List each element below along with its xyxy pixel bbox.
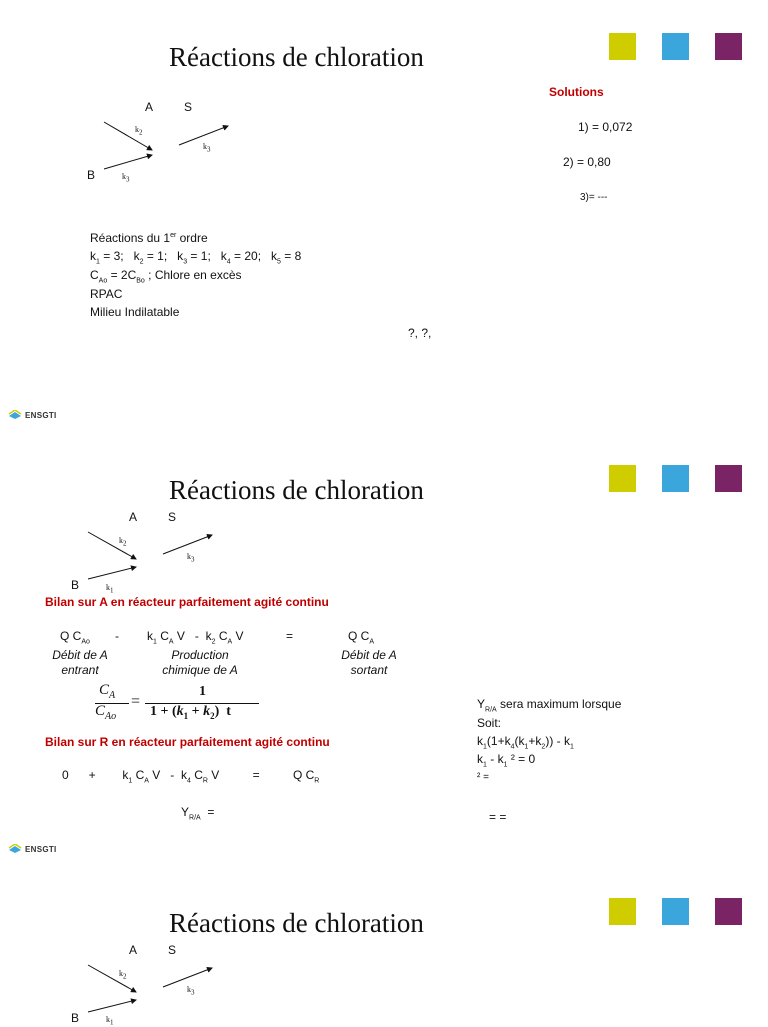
right-line-5: ² = (477, 772, 489, 783)
condition-concentration: $C_{Ao} = 2C_{Bo}$ ; Chlore en excès (90, 268, 242, 285)
right-line-4: $k_1 - k_1$ ² = 0 (477, 752, 536, 769)
slide-title: Réactions de chloration (169, 475, 424, 505)
eq-r: 0 + $k_1$ $C_A$ V - $k_4$ $C_R$ V = Q $C_R$ (62, 768, 320, 785)
caption-entrant: Débit de A entrant (52, 648, 108, 677)
bilan-r-heading: Bilan sur R en réacteur parfaitement agité continu (45, 735, 330, 749)
species-b: B (71, 578, 80, 592)
species-s: S (168, 943, 177, 957)
right-line-1: $Y_{R/A}$ sera maximum lorsque (477, 697, 622, 714)
rate-constant-k1: $k_3$ (122, 172, 130, 184)
fraction-equation: $C_A$ $C_{Ao}$ = 1 $1 + (k_1 + k_2)$ t (95, 682, 265, 726)
bilan-a-heading: Bilan sur A en réacteur parfaitement agité continu (45, 595, 329, 609)
rate-constant-k3: $k_3$ (203, 142, 211, 154)
species-b: B (71, 1011, 80, 1025)
eq-a-term2: $k_1$ $C_A$ V - $k_2$ $C_A$ V (147, 629, 244, 646)
species-a: A (145, 100, 154, 114)
species-s: S (184, 100, 193, 114)
reaction-arrows (0, 864, 768, 1024)
condition-constants: $k_1 = 3$; $k_2 = 1$; $k_3 = 1$; $k_4 = 20$; $k_5 = 8$ (90, 249, 302, 266)
rate-constant-k2: $k_2$ (119, 969, 127, 981)
species-s: S (168, 510, 177, 524)
species-a: A (129, 510, 138, 524)
solution-3: 3)= --- (580, 192, 608, 203)
slide-1 (0, 0, 768, 432)
rate-constant-k3: $k_3$ (187, 552, 195, 564)
caption-production: Production chimique de A (162, 648, 238, 677)
ensgti-logo: ENSGTI (8, 410, 57, 420)
condition-medium: Milieu Indilatable (90, 305, 180, 319)
reaction-arrows (0, 0, 768, 432)
species-a: A (129, 943, 138, 957)
rate-constant-k2: $k_2$ (119, 536, 127, 548)
rate-constant-k3: $k_3$ (187, 985, 195, 997)
right-line-6: = = (489, 810, 507, 824)
ensgti-logo: ENSGTI (8, 844, 57, 854)
eq-a-term1: Q $C_{Ao}$ (60, 629, 90, 646)
right-line-3: $k_1(1+k_4(k_1+k_2)) - k_1$ (477, 734, 574, 751)
right-line-2: Soit: (477, 716, 502, 730)
condition-reactor: RPAC (90, 287, 123, 301)
slide-3 (0, 864, 768, 1027)
solutions-heading: Solutions (549, 85, 604, 99)
species-b: B (87, 168, 96, 182)
condition-order: Réactions du 1er ordre (90, 231, 208, 245)
eq-a-term3: Q $C_A$ (348, 629, 375, 646)
solution-2: 2) = 0,80 (563, 155, 611, 169)
slide-2 (0, 432, 768, 864)
slide-title: Réactions de chloration (169, 42, 424, 72)
eq-a-minus: - (115, 629, 119, 643)
question-marks: ?, ?, (408, 326, 432, 340)
rate-constant-k1: $k_1$ (106, 1015, 114, 1027)
eq-a-equals: = (286, 629, 294, 643)
slide-title: Réactions de chloration (169, 908, 424, 938)
rate-constant-k2: $k_2$ (135, 125, 143, 137)
yield-expression: $Y_{R/A}$ = (181, 805, 215, 822)
solution-1: 1) = 0,072 (578, 120, 633, 134)
caption-sortant: Débit de A sortant (341, 648, 397, 677)
rate-constant-k1: $k_1$ (106, 583, 114, 595)
